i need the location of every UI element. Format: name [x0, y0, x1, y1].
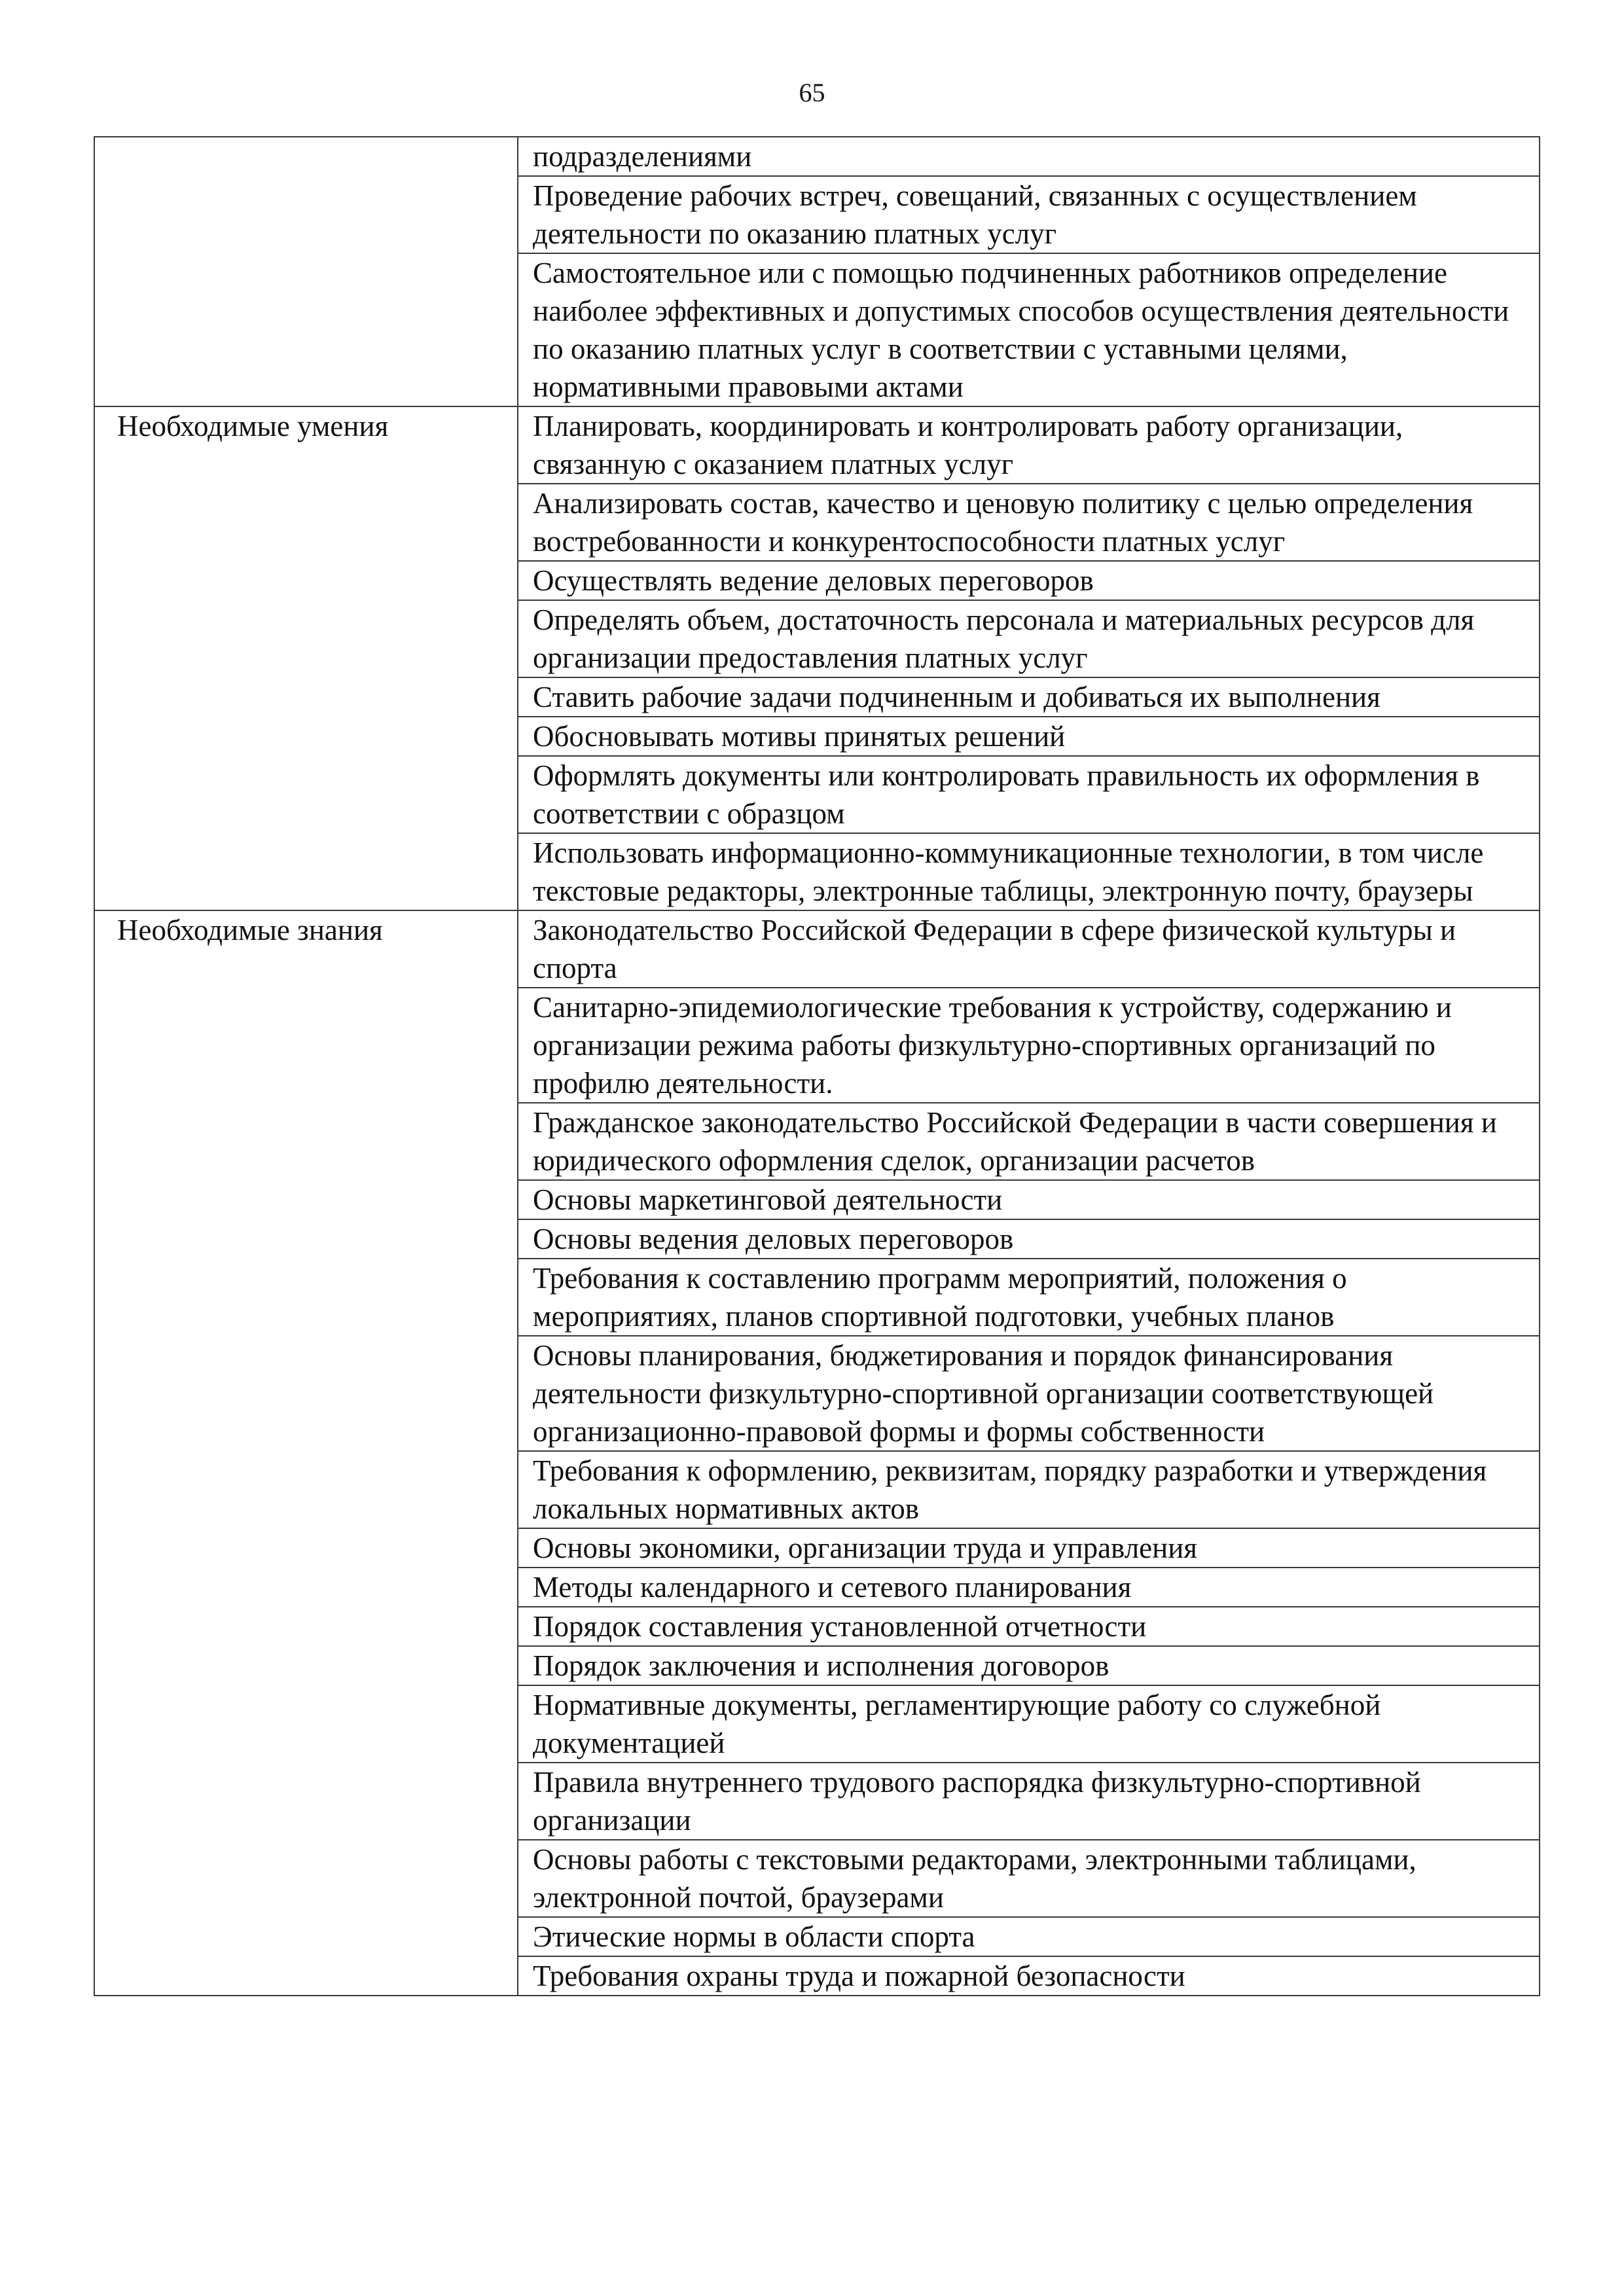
requirement-item: Методы календарного и сетевого планирования [518, 1568, 1539, 1607]
requirement-item: Анализировать состав, качество и ценовую политику с целью определения востребованности и конкурентоспособности платных услуг [518, 484, 1539, 562]
section-label-cell [94, 406, 518, 910]
requirement-item: Осуществлять ведение деловых переговоров [518, 562, 1539, 601]
requirement-item: подразделениями [518, 137, 1539, 177]
requirement-item: Гражданское законодательство Российской Федерации в части совершения и юридического оформления сделок, организации расчетов [518, 1103, 1539, 1181]
requirement-item: Основы экономики, организации труда и управления [518, 1529, 1539, 1568]
requirement-item: Требования к составлению программ мероприятий, положения о мероприятиях, планов спортивной подготовки, учебных планов [518, 1259, 1539, 1336]
section-items-cell [518, 910, 1540, 1996]
section-row [94, 137, 1540, 406]
section-label-cell [94, 910, 518, 1996]
requirement-item: Основы ведения деловых переговоров [518, 1220, 1539, 1259]
requirement-item: Обосновывать мотивы принятых решений [518, 717, 1539, 757]
requirement-item: Использовать информационно-коммуникационные технологии, в том числе текстовые редакторы, электронные таблицы, электронную почту, браузеры [533, 836, 1484, 907]
requirement-item: Планировать, координировать и контролировать работу организации, связанную с оказанием платных услуг [518, 407, 1539, 484]
requirement-item: Самостоятельное или с помощью подчиненных работников определение наиболее эффективных и допустимых способов осуществления деятельности по оказанию платных услуг в соответствии с уставными целями, нормативными правовыми актами [533, 257, 1509, 403]
table-body [94, 137, 1540, 1996]
requirement-item: Законодательство Российской Федерации в сфере физической культуры и спорта [518, 911, 1539, 988]
requirement-item: Нормативные документы, регламентирующие работу со служебной документацией [518, 1686, 1539, 1763]
requirement-item: Основы работы с текстовыми редакторами, электронными таблицами, электронной почтой, браузерами [518, 1840, 1539, 1918]
requirement-item: Оформлять документы или контролировать правильность их оформления в соответствии с образцом [518, 757, 1539, 834]
section-items-cell [518, 406, 1540, 910]
requirement-item: Порядок составления установленной отчетности [518, 1607, 1539, 1647]
requirement-item: Порядок заключения и исполнения договоров [518, 1647, 1539, 1686]
section-items-cell [518, 137, 1540, 406]
requirement-item: Основы маркетинговой деятельности [518, 1181, 1539, 1220]
section-label-cell [94, 137, 518, 406]
section-label: Необходимые знания [117, 914, 383, 946]
section-label: Необходимые умения [117, 410, 389, 442]
requirement-item: Требования охраны труда и пожарной безопасности [533, 1960, 1185, 1992]
requirements-table [94, 136, 1540, 1996]
requirement-item: Ставить рабочие задачи подчиненным и добиваться их выполнения [518, 678, 1539, 717]
requirement-item: Правила внутреннего трудового распорядка физкультурно-спортивной организации [518, 1763, 1539, 1840]
requirement-item: Определять объем, достаточность персонала и материальных ресурсов для организации предоставления платных услуг [518, 601, 1539, 678]
requirement-item: Проведение рабочих встреч, совещаний, связанных с осуществлением деятельности по оказанию платных услуг [518, 177, 1539, 254]
requirement-item: Санитарно-эпидемиологические требования к устройству, содержанию и организации режима работы физкультурно-спортивных организаций по профилю деятельности. [518, 988, 1539, 1103]
page-number: 65 [799, 78, 825, 107]
requirement-item: Этические нормы в области спорта [518, 1918, 1539, 1957]
requirement-item: Требования к оформлению, реквизитам, порядку разработки и утверждения локальных нормативных актов [518, 1452, 1539, 1529]
section-row [94, 910, 1540, 1996]
requirement-item: Основы планирования, бюджетирования и порядок финансирования деятельности физкультурно-спортивной организации соответствующей организационно-правовой формы и формы собственности [518, 1336, 1539, 1452]
section-row [94, 406, 1540, 910]
